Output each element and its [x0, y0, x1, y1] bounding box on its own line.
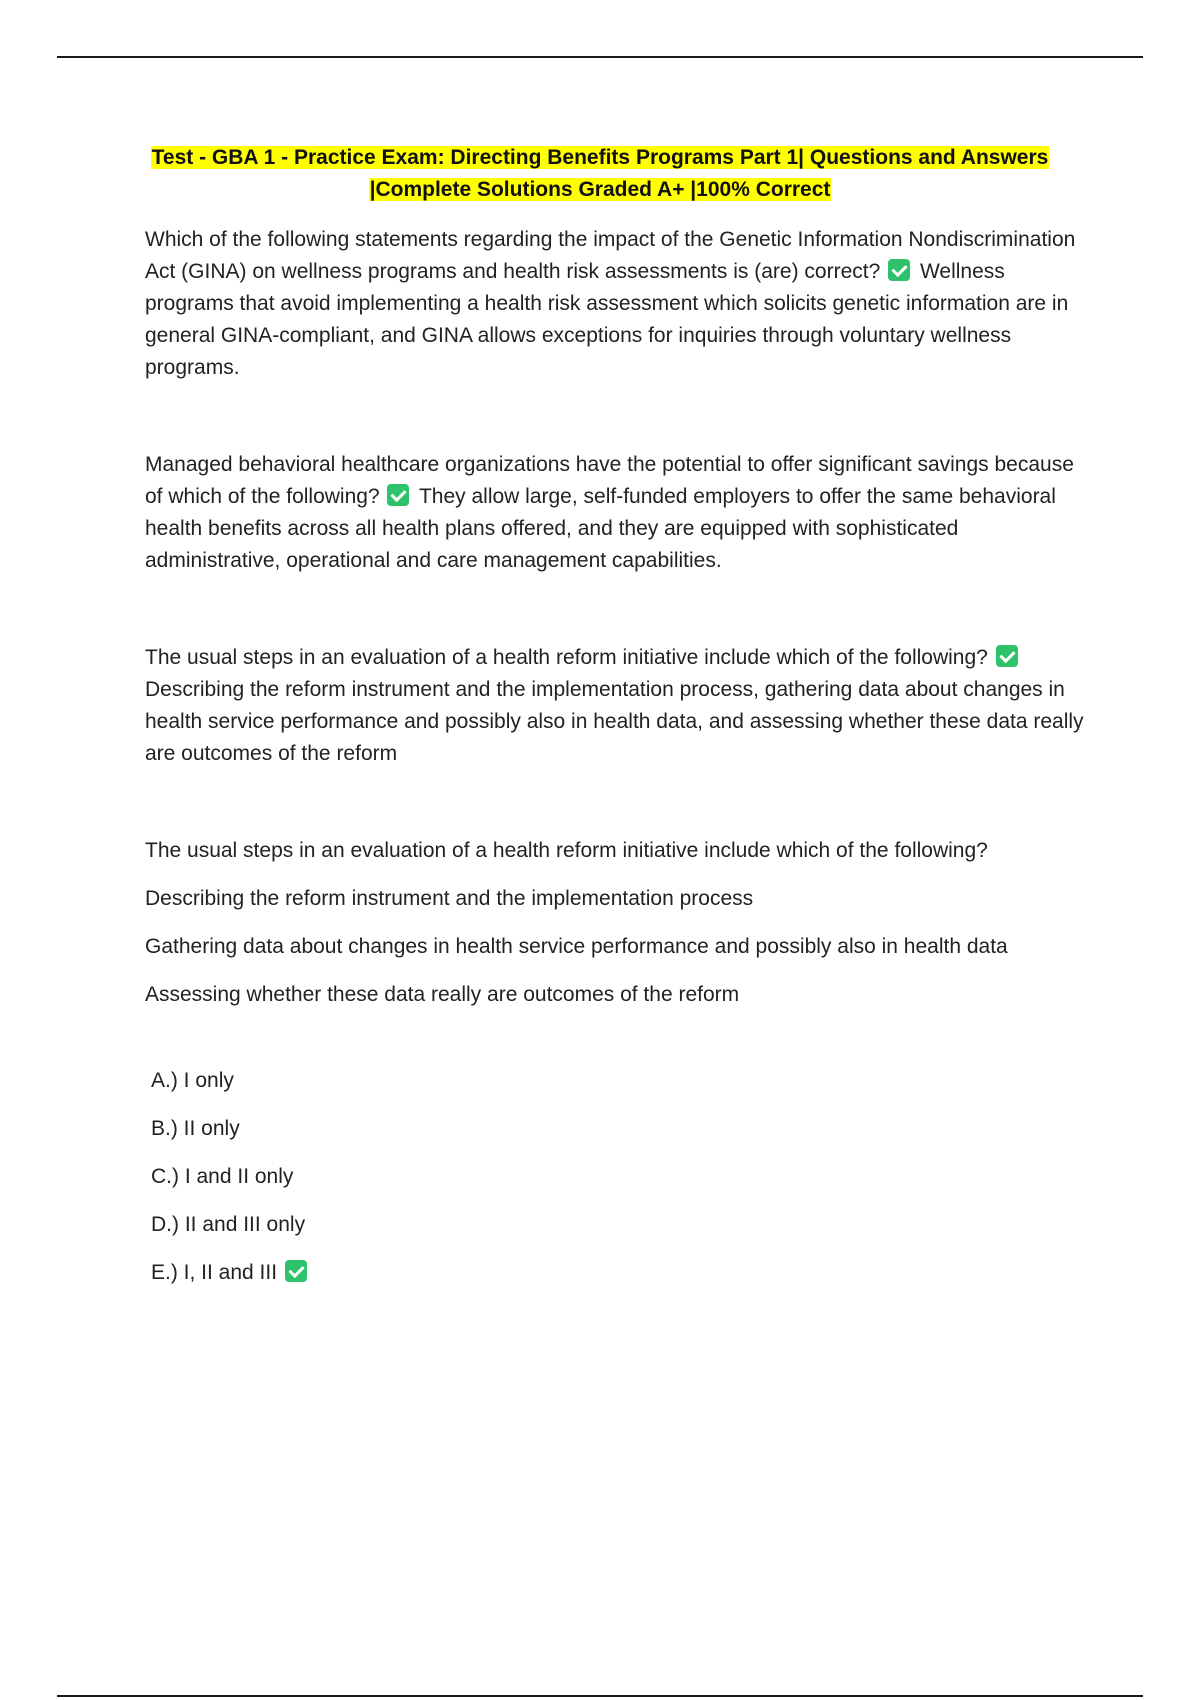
multi-choice-question [145, 835, 1085, 1289]
qa-item-1 [145, 224, 1085, 384]
answer-text: Wellness programs that avoid implementing a health risk assessment which solicits genetic information are in general GINA-compliant, and GINA allows exceptions for inquiries through voluntary wellness programs. [145, 260, 1069, 379]
statement-3: Assessing whether these data really are outcomes of the reform [145, 983, 740, 1006]
question-text: Which of the following statements regarding the impact of the Genetic Information Nondiscrimination Act (GINA) on wellness programs and health risk assessments is (are) correct? [145, 228, 1076, 283]
option-e [151, 1257, 1085, 1289]
bottom-rule [57, 1695, 1143, 1697]
answer-options [145, 1065, 1085, 1289]
option-c: C.) I and II only [151, 1165, 294, 1188]
document-title [140, 142, 1060, 206]
question-text: The usual steps in an evaluation of a health reform initiative include which of the following? [145, 839, 988, 862]
statement-2: Gathering data about changes in health service performance and possibly also in health data [145, 935, 1008, 958]
check-mark-icon [888, 259, 910, 281]
check-mark-icon [996, 645, 1018, 667]
qa-item-2 [145, 449, 1085, 577]
check-mark-icon [387, 484, 409, 506]
option-d: D.) II and III only [151, 1213, 306, 1236]
answer-text: Describing the reform instrument and the implementation process, gathering data about changes in health service performance and possibly also in health data, and assessing whether these data really are outcomes of the reform [145, 678, 1084, 765]
option-e-label: E.) I, II and III [151, 1261, 278, 1284]
qa-item-3 [145, 642, 1085, 770]
check-mark-icon [285, 1260, 307, 1282]
answer-text: They allow large, self-funded employers to offer the same behavioral health benefits across all health plans offered, and they are equipped with sophisticated administrative, operational and care management capabilities. [145, 485, 1056, 572]
option-a: A.) I only [151, 1069, 234, 1092]
document-body [145, 224, 1085, 1305]
statement-1: Describing the reform instrument and the implementation process [145, 887, 754, 910]
question-text: The usual steps in an evaluation of a health reform initiative include which of the following? [145, 646, 988, 669]
question-text: Managed behavioral healthcare organizations have the potential to offer significant savings because of which of the following? [145, 453, 1074, 508]
title-line-2: |Complete Solutions Graded A+ |100% Correct [369, 178, 831, 201]
option-b: B.) II only [151, 1117, 240, 1140]
title-line-1: Test - GBA 1 - Practice Exam: Directing Benefits Programs Part 1| Questions and Answers [151, 146, 1049, 169]
top-rule [57, 56, 1143, 58]
